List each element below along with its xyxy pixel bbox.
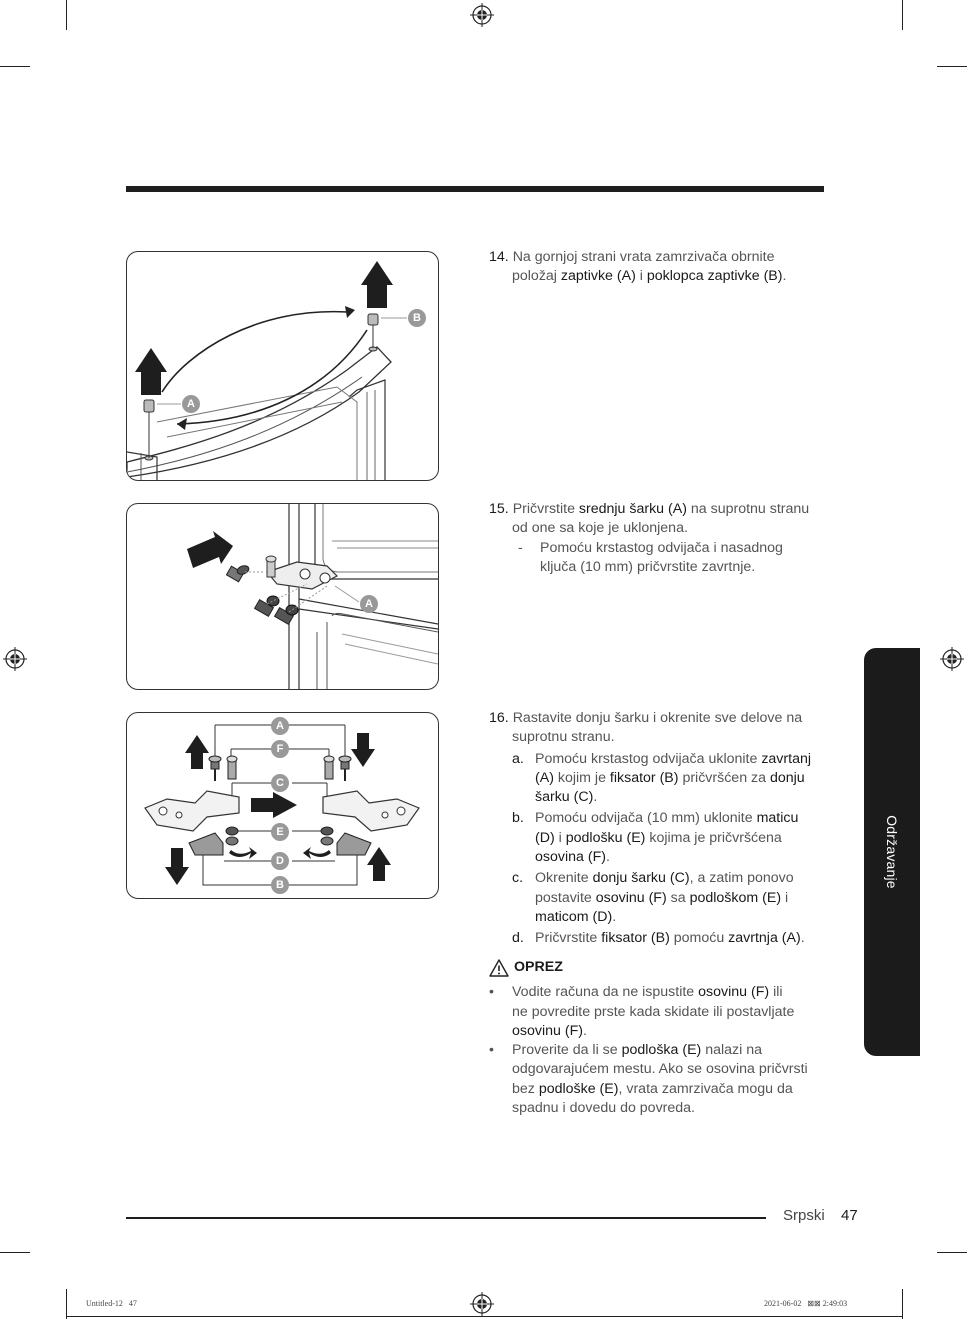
print-slug-left: Untitled-12 47 bbox=[86, 1299, 137, 1308]
callout-label: E bbox=[271, 823, 289, 841]
sub-step-a: a. Pomoću krstastog odvijača uklonite zavrtanj (A) kojim je fiksator (B) pričvršćen za donju šarku (C). bbox=[512, 750, 812, 806]
slug-line bbox=[66, 1316, 902, 1317]
caution-title: OPREZ bbox=[514, 959, 563, 975]
crop-mark bbox=[0, 1252, 30, 1253]
sub-step: - Pomoću krstastog odvijača i nasadnog ključa (10 mm) pričvrstite zavrtnje. bbox=[518, 539, 783, 575]
footer-rule bbox=[126, 1217, 766, 1219]
figure-gasket-illustration bbox=[126, 251, 439, 481]
crop-mark bbox=[902, 1289, 903, 1319]
callout-label: C bbox=[271, 774, 289, 792]
step-number: 14. bbox=[489, 249, 509, 265]
caution-block bbox=[489, 958, 829, 1118]
caution-bullet: • Vodite računa da ne ispustite osovinu (F) ili ne povredite prste kada skidate ili postavljate osovinu (F). bbox=[489, 984, 795, 1039]
warning-triangle-icon bbox=[489, 959, 509, 977]
crop-mark bbox=[66, 1289, 67, 1319]
page-number: 47 bbox=[841, 1207, 858, 1224]
registration-mark-icon bbox=[940, 647, 964, 671]
caution-bullet: • Proverite da li se podloška (E) nalazi na odgovarajućem mestu. Ako se osovina pričvrsti bez podloške (E), vrata zamrzivača mogu da spadnu i dovedu do povreda. bbox=[489, 1042, 808, 1117]
section-tab bbox=[864, 648, 920, 1056]
registration-mark-icon bbox=[3, 647, 27, 671]
registration-mark-icon bbox=[470, 3, 494, 27]
section-tab-label: Održavanje bbox=[884, 815, 900, 889]
footer-language: Srpski bbox=[783, 1207, 825, 1224]
callout-label: A bbox=[182, 395, 200, 413]
callout-label: B bbox=[271, 876, 289, 894]
registration-mark-icon bbox=[470, 1292, 494, 1316]
header-rule bbox=[126, 186, 824, 192]
figure-bottom-hinge-illustration bbox=[126, 712, 439, 899]
step-16: 16. Rastavite donju šarku i okrenite sve delove na suprotnu stranu. a. Pomoću krstastog odvijača uklonite zavrtanj (A) kojim je fiksator (B) pričvršćen za donju šarku (C). b. Pomoću odvijača (10 mm) uklonite maticu (D) i podlošku (E) kojima je pričvršćena osovina (F). c. Okrenite donju šarku (C), a zatim ponovo postavite osovinu (F) sa podloškom (E) i maticom (D). d. Pričvrstite fiksator (B) pomoću zavrtnja (A). bbox=[489, 709, 829, 949]
crop-mark bbox=[0, 66, 30, 67]
step-14: 14. Na gornjoj strani vrata zamrzivača obrnite položaj zaptivke (A) i poklopca zaptivke (B). bbox=[489, 249, 787, 285]
step-15: 15. Pričvrstite srednju šarku (A) na suprotnu stranu od one sa koje je uklonjena. - Pomoću krstastog odvijača i nasadnog ključa (10 mm) pričvrstite zavrtnje. bbox=[489, 500, 829, 577]
crop-mark bbox=[66, 0, 67, 30]
callout-label: F bbox=[271, 740, 289, 758]
figure-middle-hinge-illustration bbox=[126, 503, 439, 690]
callout-label: B bbox=[408, 309, 426, 327]
crop-mark bbox=[937, 1252, 967, 1253]
sub-step-d: d. Pričvrstite fiksator (B) pomoću zavrtnja (A). bbox=[512, 930, 805, 947]
crop-mark bbox=[902, 0, 903, 30]
callout-label: A bbox=[271, 717, 289, 735]
print-slug-right: 2021-06-02 ⊠⊠ 2:49:03 bbox=[764, 1299, 848, 1308]
callout-label: A bbox=[360, 595, 378, 613]
crop-mark bbox=[937, 66, 967, 67]
callout-label: D bbox=[271, 852, 289, 870]
step-number: 16. bbox=[489, 710, 509, 726]
step-number: 15. bbox=[489, 501, 509, 517]
sub-step-c: c. Okrenite donju šarku (C), a zatim ponovo postavite osovinu (F) sa podloškom (E) i maticom (D). bbox=[512, 870, 794, 925]
sub-step-b: b. Pomoću odvijača (10 mm) uklonite maticu (D) i podlošku (E) kojima je pričvršćena osovina (F). bbox=[512, 810, 799, 866]
